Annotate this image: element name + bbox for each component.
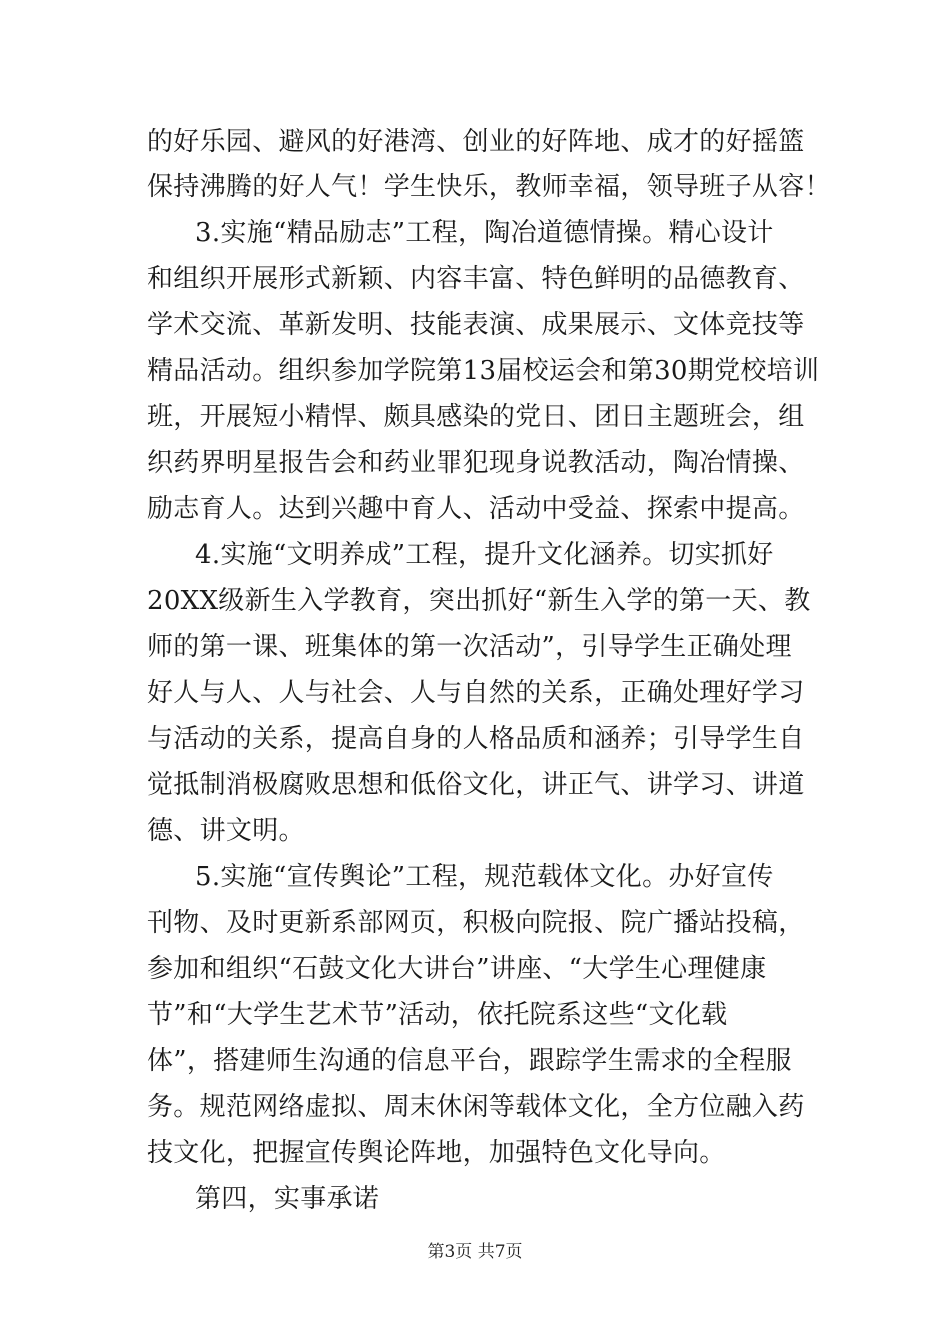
text-line: 节”和“大学生艺术节”活动，依托院系这些“文化载 [147, 1000, 728, 1030]
text-line: 精品活动。组织参加学院第13届校运会和第30期党校培训 [147, 356, 820, 386]
paragraph-3-start: 3.实施“精品励志”工程，陶冶道德情操。精心设计 [195, 218, 774, 248]
text-line: 觉抵制消极腐败思想和低俗文化，讲正气、讲学习、讲道 [147, 770, 805, 800]
text-line: 技文化，把握宣传舆论阵地，加强特色文化导向。 [147, 1138, 726, 1168]
text-line: 织药界明星报告会和药业罪犯现身说教活动，陶冶情操、 [147, 448, 805, 478]
text-line: 务。规范网络虚拟、周末休闲等载体文化，全方位融入药 [147, 1092, 805, 1122]
text-line: 励志育人。达到兴趣中育人、活动中受益、探索中提高。 [147, 494, 805, 524]
text-line: 刊物、及时更新系部网页，积极向院报、院广播站投稿， [147, 908, 805, 938]
text-line: 20XX级新生入学教育，突出抓好“新生入学的第一天、教 [147, 586, 811, 616]
page-number-footer: 第3页 共7页 [427, 1242, 523, 1262]
text-line: 的好乐园、避风的好港湾、创业的好阵地、成才的好摇篮 [147, 127, 805, 157]
section-heading: 第四，实事承诺 [195, 1184, 380, 1214]
text-line: 和组织开展形式新颖、内容丰富、特色鲜明的品德教育、 [147, 264, 805, 294]
text-line: 与活动的关系，提高自身的人格品质和涵养；引导学生自 [147, 724, 805, 754]
text-line: 学术交流、革新发明、技能表演、成果展示、文体竞技等 [147, 310, 805, 340]
paragraph-5-start: 5.实施“宣传舆论”工程，规范载体文化。办好宣传 [195, 862, 774, 892]
text-line: 保持沸腾的好人气！学生快乐，教师幸福，领导班子从容！ [147, 172, 831, 202]
paragraph-4-start: 4.实施“文明养成”工程，提升文化涵养。切实抓好 [195, 540, 774, 570]
text-line: 班，开展短小精悍、颇具感染的党日、团日主题班会，组 [147, 402, 805, 432]
text-line: 师的第一课、班集体的第一次活动”，引导学生正确处理 [147, 632, 792, 662]
text-line: 德、讲文明。 [147, 816, 305, 846]
text-line: 好人与人、人与社会、人与自然的关系，正确处理好学习 [147, 678, 805, 708]
text-line: 参加和组织“石鼓文化大讲台”讲座、“大学生心理健康 [147, 954, 767, 984]
text-line: 体”，搭建师生沟通的信息平台，跟踪学生需求的全程服 [147, 1046, 792, 1076]
